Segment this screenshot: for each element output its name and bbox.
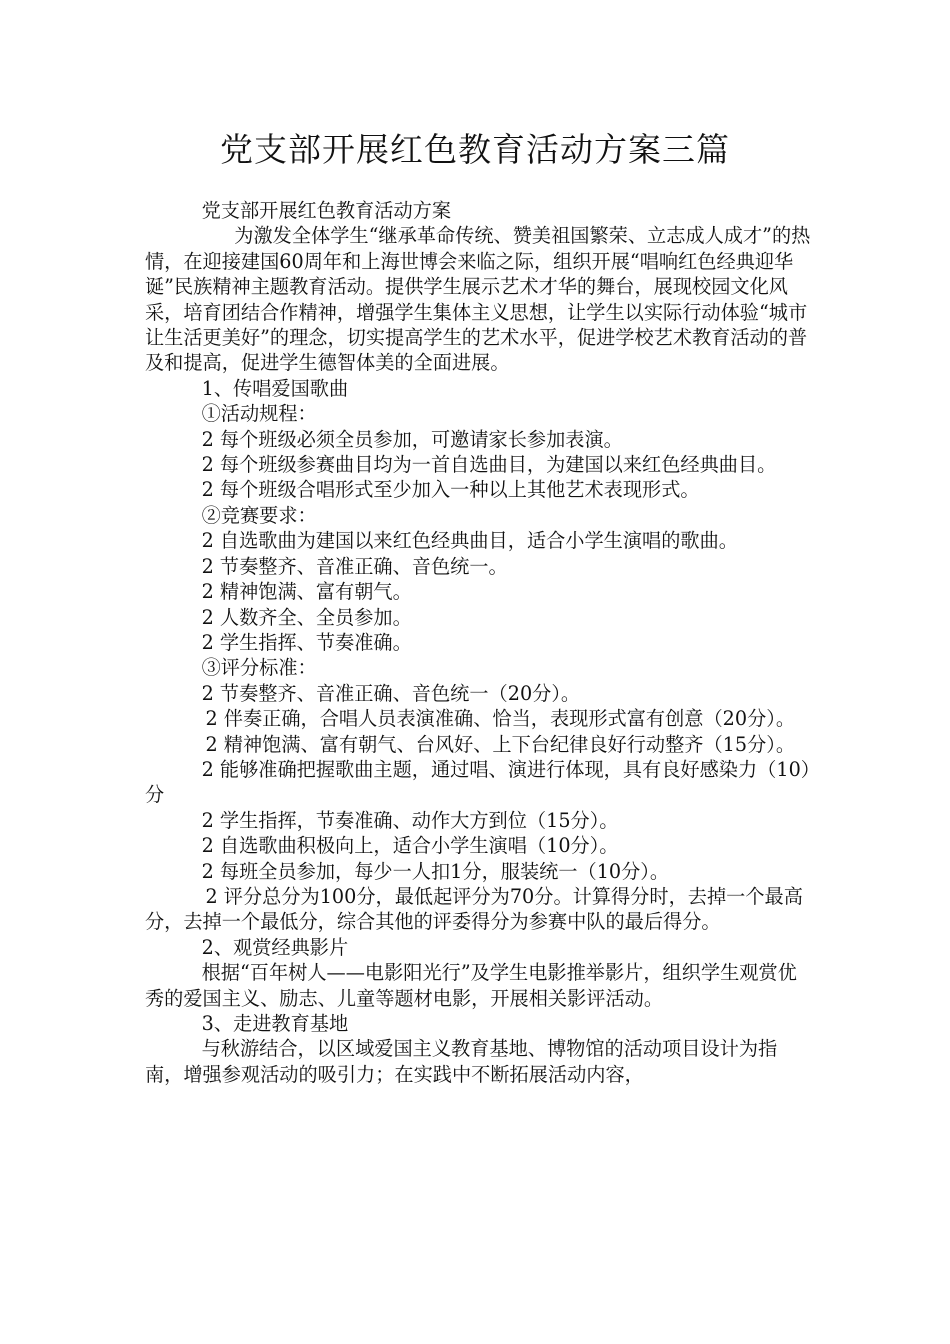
paragraph: 2 学生指挥、节奏准确。 (201, 630, 412, 654)
paragraph: 2 自选歌曲为建国以来红色经典曲目，适合小学生演唱的歌曲。 (201, 529, 738, 553)
paragraph: 党支部开展红色教育活动方案 (201, 199, 452, 222)
paragraph: 2 每个班级必须全员参加，可邀请家长参加表演。 (201, 427, 623, 451)
paragraph: 2 能够准确把握歌曲主题，通过唱、演进行体现，具有良好感染力（10）分 (145, 757, 811, 807)
paragraph: ③评分标准： (201, 656, 317, 680)
paragraph: 与秋游结合，以区域爱国主义教育基地、博物馆的活动项目设计为指南，增强参观活动的吸引力；在实践中不断拓展活动内容， (145, 1037, 778, 1086)
paragraph: 2 伴奏正确，合唱人员表演准确、恰当，表现形式富有创意（20分）。 (205, 707, 796, 731)
paragraph: 2 每个班级参赛曲目均为一首自选曲目，为建国以来红色经典曲目。 (201, 453, 777, 477)
paragraph: 2 每个班级合唱形式至少加入一种以上其他艺术表现形式。 (201, 478, 700, 502)
paragraph: ①活动规程： (201, 402, 317, 426)
document-body (145, 198, 813, 1087)
paragraph: 2 节奏整齐、音准正确、音色统一。 (201, 554, 508, 578)
page-title: 党支部开展红色教育活动方案三篇 (220, 130, 730, 169)
paragraph: 1、传唱爱国歌曲 (201, 376, 349, 400)
paragraph: 3、走进教育基地 (201, 1012, 349, 1035)
paragraph: 2 精神饱满、富有朝气、台风好、上下台纪律良好行动整齐（15分）。 (205, 732, 796, 756)
paragraph: 根据“百年树人——电影阳光行”及学生电影推举影片，组织学生观赏优秀的爱国主义、励志、儿童等题材电影，开展相关影评活动。 (145, 961, 797, 1010)
paragraph: 2 每班全员参加，每少一人扣1分，服装统一（10分）。 (201, 859, 670, 883)
paragraph: 2、观赏经典影片 (201, 935, 349, 959)
paragraph: ②竞赛要求： (201, 503, 317, 527)
paragraph: 2 自选歌曲积极向上，适合小学生演唱（10分）。 (201, 834, 619, 858)
paragraph: 2 精神饱满、富有朝气。 (201, 580, 412, 604)
paragraph: 2 节奏整齐、音准正确、音色统一（20分）。 (201, 681, 581, 705)
paragraph: 为激发全体学生“继承革命传统、赞美祖国繁荣、立志成人成才”的热情，在迎接建国60周年和上海世博会来临之际，组织开展“唱响红色经典迎华诞”民族精神主题教育活动。提供学生展示艺术才华的舞台，展现校园文化风采，培育团结合作精神，增强学生集体主义思想，让学生以实际行动体验“城市让生活更美好”的理念，切实提高学生的艺术水平，促进学校艺术教育活动的普及和提高，促进学生德智体美的全面进展。 (145, 224, 811, 375)
paragraph: 2 学生指挥，节奏准确、动作大方到位（15分）。 (201, 808, 619, 832)
paragraph: 2 评分总分为100分，最低起评分为70分。计算得分时，去掉一个最高分，去掉一个最低分，综合其他的评委得分为参赛中队的最后得分。 (145, 884, 803, 934)
paragraph: 2 人数齐全、全员参加。 (201, 605, 412, 629)
